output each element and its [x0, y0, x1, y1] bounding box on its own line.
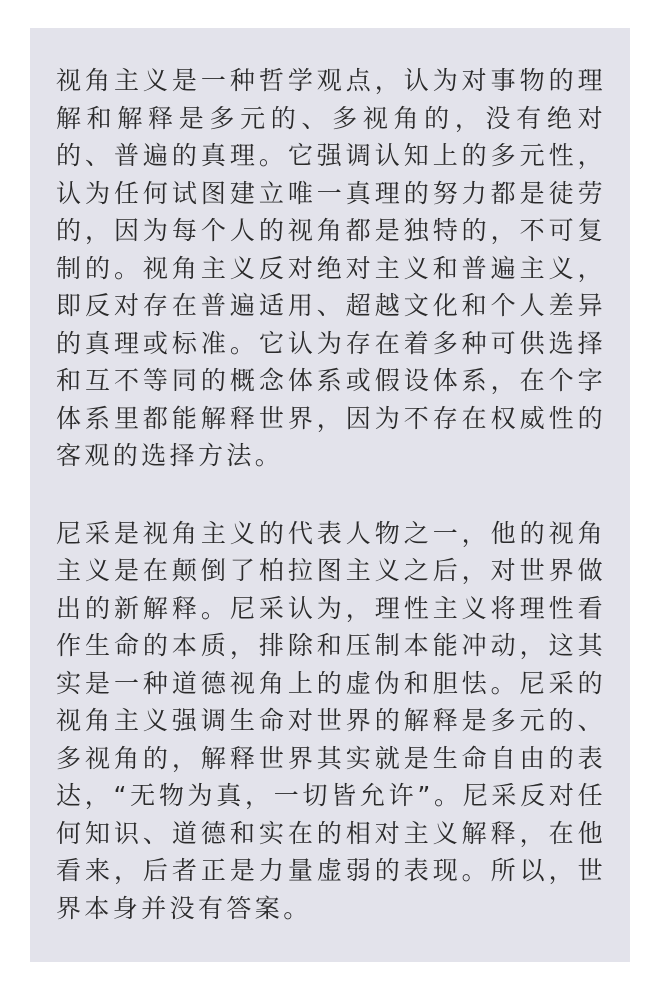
- paragraph-nietzsche: 尼采是视角主义的代表人物之一，他的视角主义是在颠倒了柏拉图主义之后，对世界做出的新解释。尼采认为，理性主义将理性看作生命的本质，排除和压制本能冲动，这其实是一种道德视角上的虚伪和胆怯。尼采的视角主义强调生命对世界的解释是多元的、多视角的，解释世界其实就是生命自由的表达，“无物为真，一切皆允许”。尼采反对任何知识、道德和实在的相对主义解释，在他看来，后者正是力量虚弱的表现。所以，世界本身并没有答案。: [56, 518, 606, 923]
- paragraph-perspectivism: 视角主义是一种哲学观点，认为对事物的理解和解释是多元的、多视角的，没有绝对的、普遍的真理。它强调认知上的多元性，认为任何试图建立唯一真理的努力都是徒劳的，因为每个人的视角都是独特的，不可复制的。视角主义反对绝对主义和普遍主义，即反对存在普遍适用、超越文化和个人差异的真理或标准。它认为存在着多种可供选择和互不等同的概念体系或假设体系，在个字体系里都能解释世界，因为不存在权威性的客观的选择方法。: [56, 66, 606, 470]
- text-card: [30, 28, 630, 962]
